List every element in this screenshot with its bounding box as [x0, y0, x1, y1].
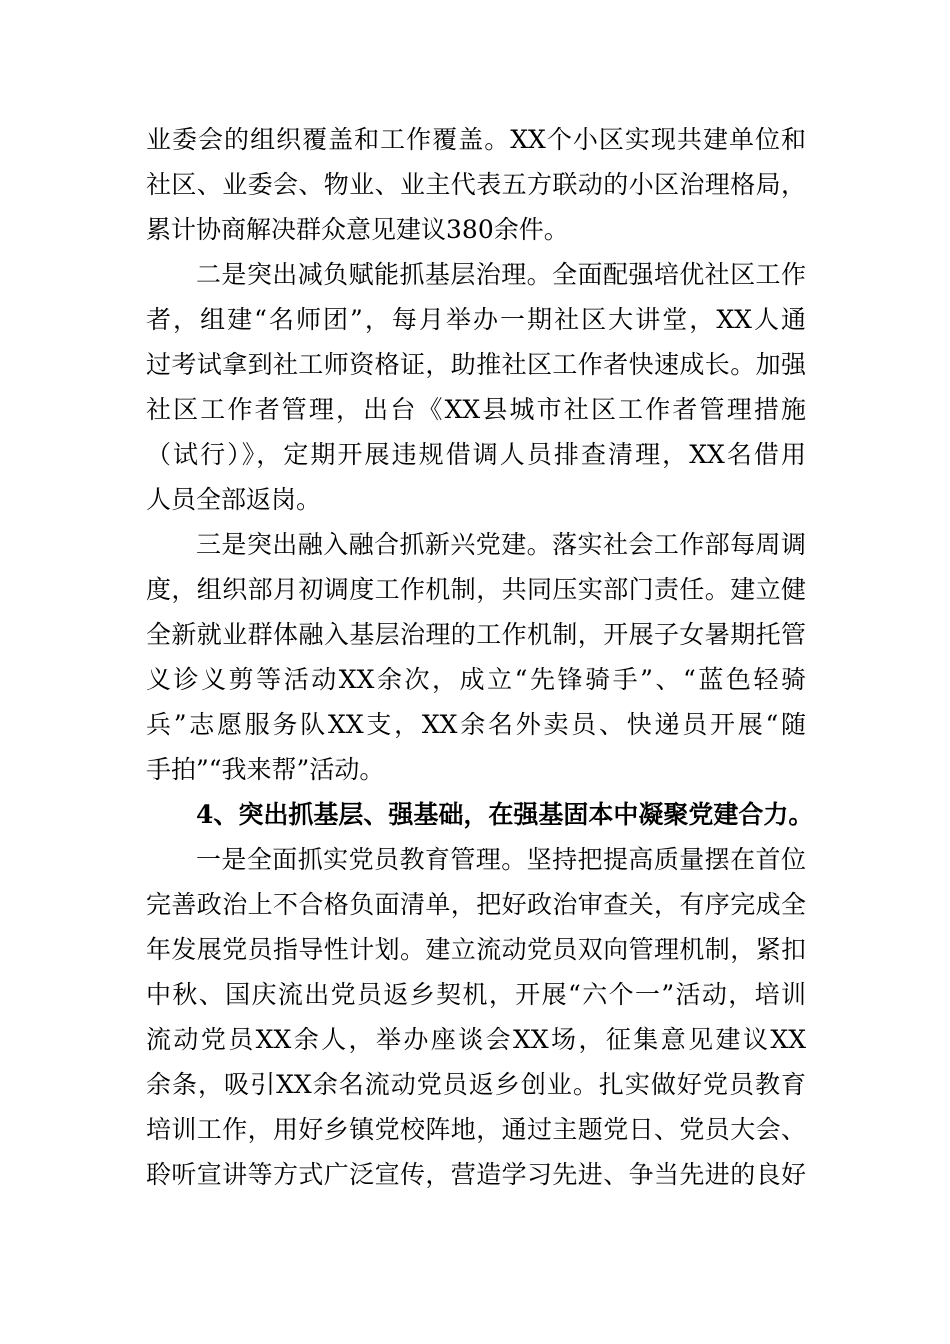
body-line: 全新就业群体融入基层治理的工作机制，开展子女暑期托管	[146, 620, 806, 649]
paragraph-first-line: 三是突出融入融合抓新兴党建。落实社会工作部每周调	[196, 530, 806, 559]
body-line: 业委会的组织覆盖和工作覆盖。XX个小区实现共建单位和	[146, 125, 806, 154]
body-line: 累计协商解决群众意见建议380余件。	[146, 215, 569, 244]
body-line: 完善政治上不合格负面清单，把好政治审查关，有序完成全	[146, 890, 806, 919]
body-line: 年发展党员指导性计划。建立流动党员双向管理机制，紧扣	[146, 935, 806, 964]
body-line: 社区工作者管理，出台《XX县城市社区工作者管理措施	[146, 395, 806, 424]
body-line: 手拍”“我来帮”活动。	[146, 755, 385, 784]
body-line: 者，组建“名师团”，每月举办一期社区大讲堂，XX人通	[146, 305, 806, 334]
body-line: 中秋、国庆流出党员返乡契机，开展“六个一”活动，培训	[146, 980, 806, 1009]
body-line: 余条，吸引XX余名流动党员返乡创业。扎实做好党员教育	[146, 1070, 806, 1099]
body-line: 义诊义剪等活动XX余次，成立“先锋骑手”、“蓝色轻骑	[146, 665, 806, 694]
body-line: （试行）》，定期开展违规借调人员排查清理，XX名借用	[146, 440, 806, 469]
body-line: 培训工作，用好乡镇党校阵地，通过主题党日、党员大会、	[146, 1115, 806, 1144]
section-heading: 4、突出抓基层、强基础，在强基固本中凝聚党建合力。	[196, 800, 814, 829]
body-line: 过考试拿到社工师资格证，助推社区工作者快速成长。加强	[146, 350, 806, 379]
body-line: 人员全部返岗。	[146, 485, 322, 514]
body-line: 兵”志愿服务队XX支，XX余名外卖员、快递员开展“随	[146, 710, 806, 739]
paragraph-first-line: 二是突出减负赋能抓基层治理。全面配强培优社区工作	[196, 260, 806, 289]
body-line: 度，组织部月初调度工作机制，共同压实部门责任。建立健	[146, 575, 806, 604]
paragraph-first-line: 一是全面抓实党员教育管理。坚持把提高质量摆在首位	[196, 845, 806, 874]
body-line: 聆听宣讲等方式广泛宣传，营造学习先进、争当先进的良好	[146, 1160, 806, 1189]
body-line: 流动党员XX余人，举办座谈会XX场，征集意见建议XX	[146, 1025, 806, 1054]
body-line: 社区、业委会、物业、业主代表五方联动的小区治理格局，	[146, 170, 806, 199]
